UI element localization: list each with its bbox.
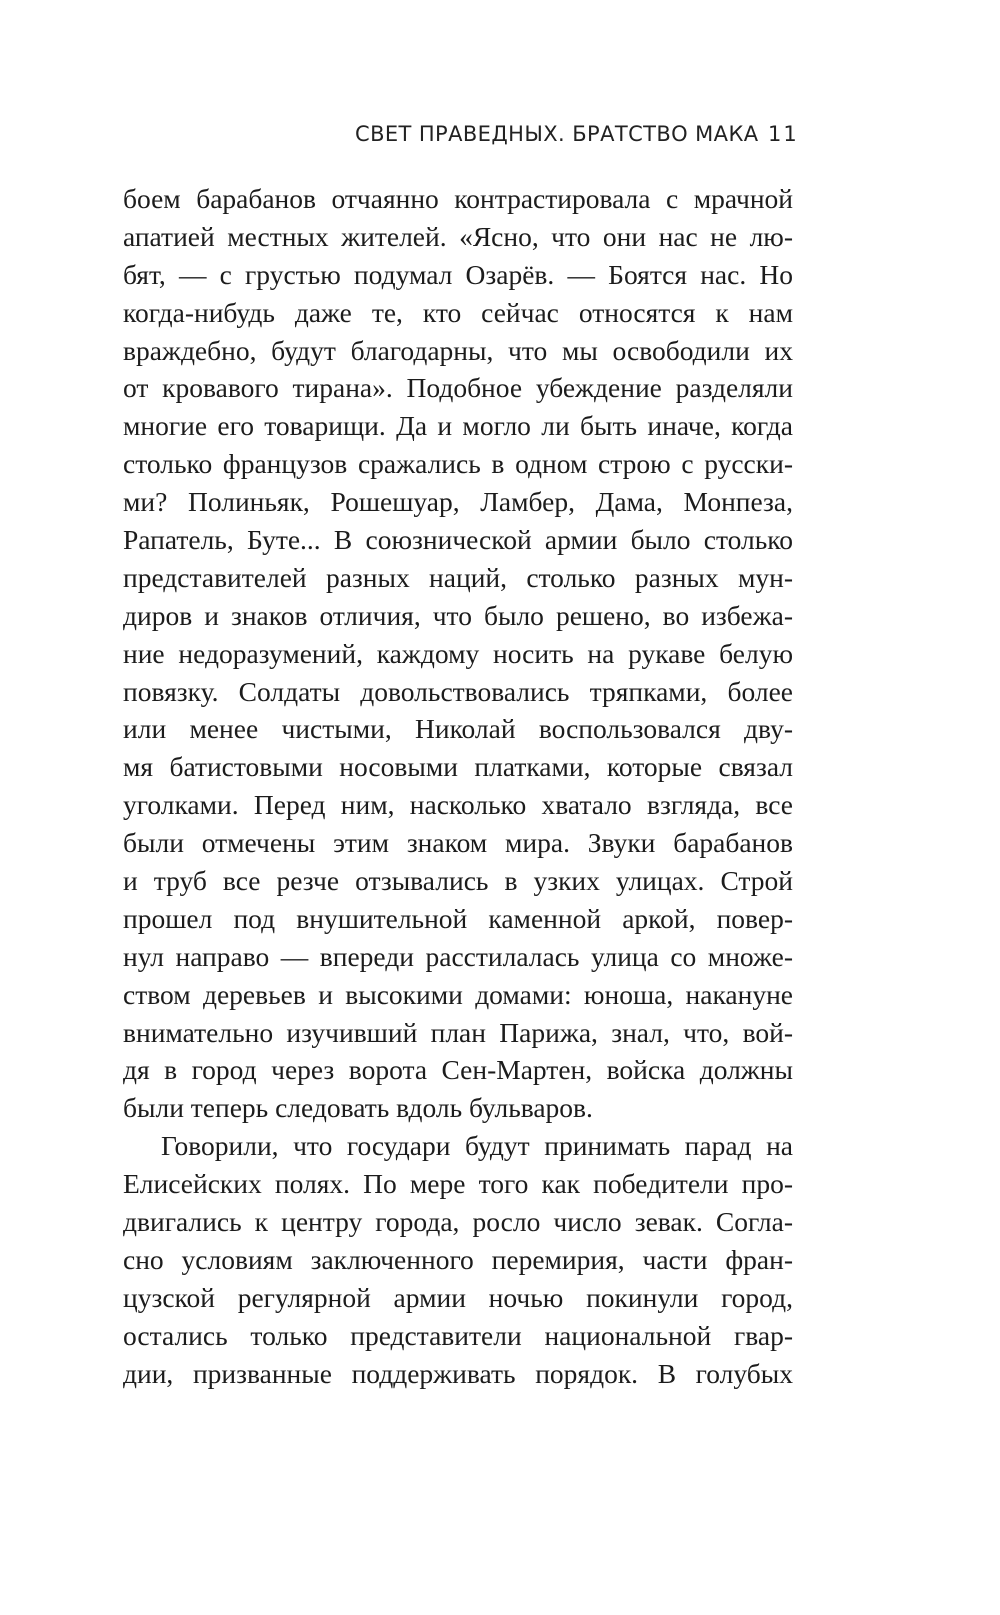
running-title: СВЕТ ПРАВЕДНЫХ. БРАТСТВО МАКА (355, 122, 759, 146)
text-line: представителей разных наций, столько разных мун- (123, 561, 793, 593)
text-line: цузской регулярной армии ночью покинули город, (123, 1281, 793, 1313)
text-line: были отмечены этим знаком мира. Звуки барабанов (123, 827, 793, 859)
text-line: были теперь следовать вдоль бульваров. (123, 1092, 593, 1124)
paragraph-1 (123, 180, 793, 1127)
text-line: Рапатель, Буте... В союзнической армии было столько (123, 524, 793, 556)
text-line: ми? Полиньяк, Рошешуар, Ламбер, Дама, Монпеза, (123, 486, 793, 518)
text-line: и труб все резче отзывались в узких улицах. Строй (123, 865, 793, 897)
body-text (123, 180, 793, 1393)
page-number: 11 (768, 122, 799, 146)
text-line: ством деревьев и высокими домами: юноша, накануне (123, 978, 793, 1010)
text-line: сно условиям заключенного перемирия, части фран- (123, 1243, 793, 1275)
text-line: от кровавого тирана». Подобное убеждение разделяли (123, 372, 793, 404)
text-line: двигались к центру города, росло число зевак. Согла- (123, 1206, 793, 1238)
text-line: дя в город через ворота Сен-Мартен, войска должны (123, 1054, 793, 1086)
text-line: внимательно изучивший план Парижа, знал, что, вой- (123, 1016, 793, 1048)
text-line: прошел под внушительной каменной аркой, повер- (123, 902, 793, 934)
text-line: бят, — с грустью подумал Озарёв. — Боятся нас. Но (123, 258, 793, 290)
text-line: дии, призванные поддерживать порядок. В голубых (123, 1357, 793, 1389)
text-line: враждебно, будут благодарны, что мы освободили их (123, 334, 793, 366)
text-line: апатией местных жителей. «Ясно, что они нас не лю- (123, 220, 793, 252)
text-line: диров и знаков отличия, что было решено, во избежа- (123, 599, 793, 631)
text-line: многие его товарищи. Да и могло ли быть иначе, когда (123, 410, 793, 442)
text-line: Елисейских полях. По мере того как победители про- (123, 1168, 793, 1200)
text-line: или менее чистыми, Николай воспользовался дву- (123, 713, 793, 745)
text-line: уголками. Перед ним, насколько хватало взгляда, все (123, 789, 793, 821)
text-line: нул направо — впереди расстилалась улица со множе- (123, 940, 793, 972)
text-line: повязку. Солдаты довольствовались тряпками, более (123, 675, 793, 707)
paragraph-2 (123, 1127, 793, 1392)
text-line: ние недоразумений, каждому носить на рукаве белую (123, 637, 793, 669)
text-line: столько французов сражались в одном строю с русски- (123, 448, 793, 480)
text-line: боем барабанов отчаянно контрастировала с мрачной (123, 183, 793, 214)
text-line: мя батистовыми носовыми платками, которые связал (123, 751, 793, 783)
text-line: остались только представители национальной гвар- (123, 1319, 793, 1351)
text-line: Говорили, что государи будут принимать парад на (161, 1130, 793, 1162)
text-line: когда-нибудь даже те, кто сейчас относятся к нам (123, 296, 793, 328)
